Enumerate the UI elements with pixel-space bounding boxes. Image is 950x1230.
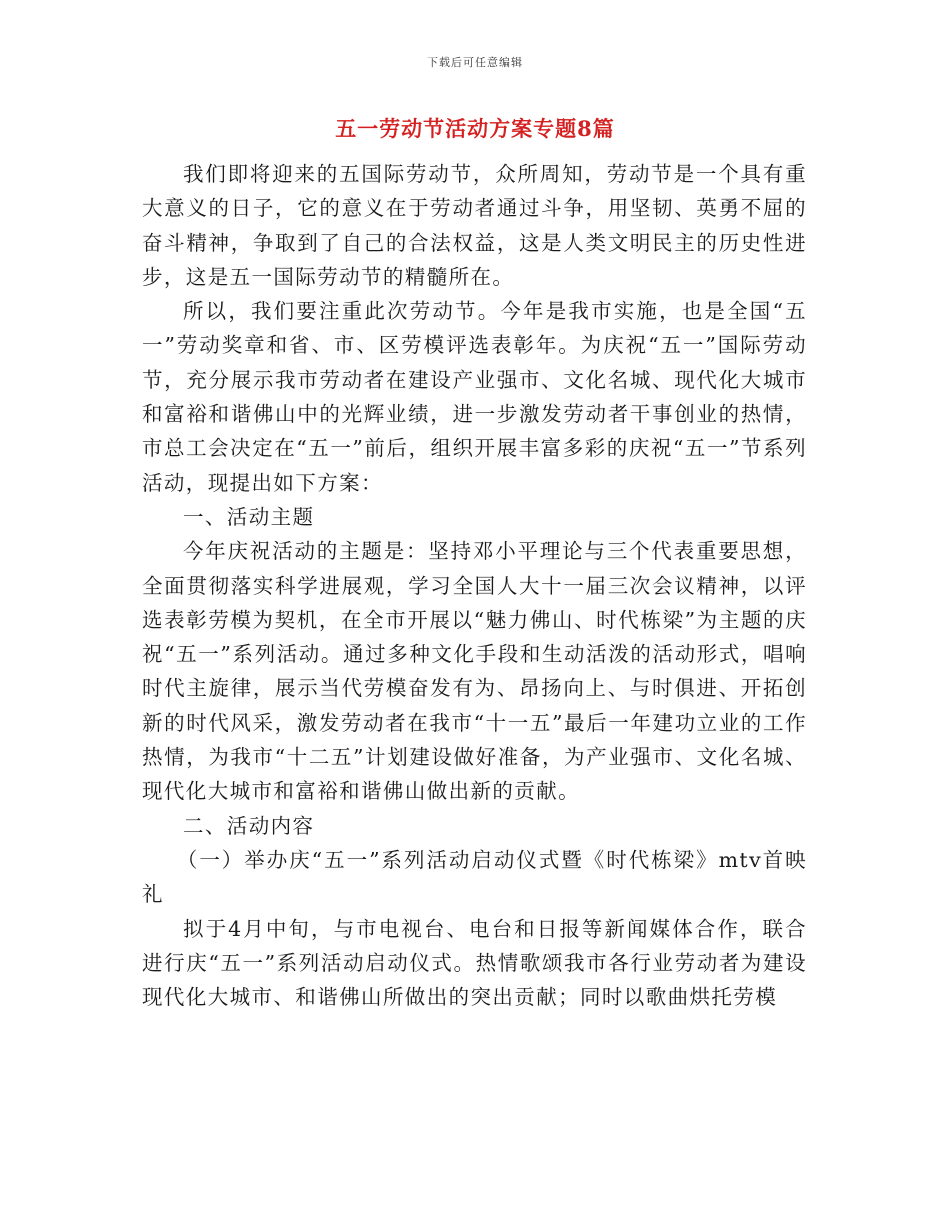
paragraph-launch: 拟于4月中旬，与市电视台、电台和日报等新闻媒体合作，联合进行庆“五一”系列活动启动仪式。热情歌颂我市各行业劳动者为建设现代化大城市、和谐佛山所做出的突出贡献；同时以歌曲烘托劳模: [142, 916, 807, 1010]
section-heading-content: 二、活动内容: [183, 813, 315, 838]
document-body: [142, 157, 807, 1014]
paragraph-theme: 今年庆祝活动的主题是：坚持邓小平理论与三个代表重要思想，全面贯彻落实科学进展观，学习全国人大十一届三次会议精神，以评选表彰劳模为契机，在全市开展以“魅力佛山、时代栋梁”为主题的庆祝“五一”系列活动。通过多种文化手段和生动活泼的活动形式，唱响时代主旋律，展示当代劳模奋发有为、昂扬向上、与时俱进、开拓创新的时代风采，激发劳动者在我市“十一五”最后一年建功立业的工作热情，为我市“十二五”计划建设做好准备，为产业强市、文化名城、现代化大城市和富裕和谐佛山做出新的贡献。: [142, 539, 807, 804]
header-note: 下载后可任意编辑: [427, 56, 523, 69]
document-title: 五一劳动节活动方案专题8篇: [335, 116, 615, 141]
section-heading-theme: 一、活动主题: [183, 504, 315, 529]
paragraph-background: 所以，我们要注重此次劳动节。今年是我市实施，也是全国“五一”劳动奖章和省、市、区劳模评选表彰年。为庆祝“五一”国际劳动节，充分展示我市劳动者在建设产业强市、文化名城、现代化大城市和富裕和谐佛山中的光辉业绩，进一步激发劳动者干事创业的热情，市总工会决定在“五一”前后，组织开展丰富多彩的庆祝“五一”节系列活动，现提出如下方案：: [142, 299, 807, 495]
paragraph-intro: 我们即将迎来的五国际劳动节，众所周知，劳动节是一个具有重大意义的日子，它的意义在于劳动者通过斗争，用坚韧、英勇不屈的奋斗精神，争取到了自己的合法权益，这是人类文明民主的历史性进步，这是五一国际劳动节的精髓所在。: [142, 162, 807, 289]
subsection-heading-launch: （一）举办庆“五一”系列活动启动仪式暨《时代栋梁》mtv首映礼: [142, 847, 807, 907]
